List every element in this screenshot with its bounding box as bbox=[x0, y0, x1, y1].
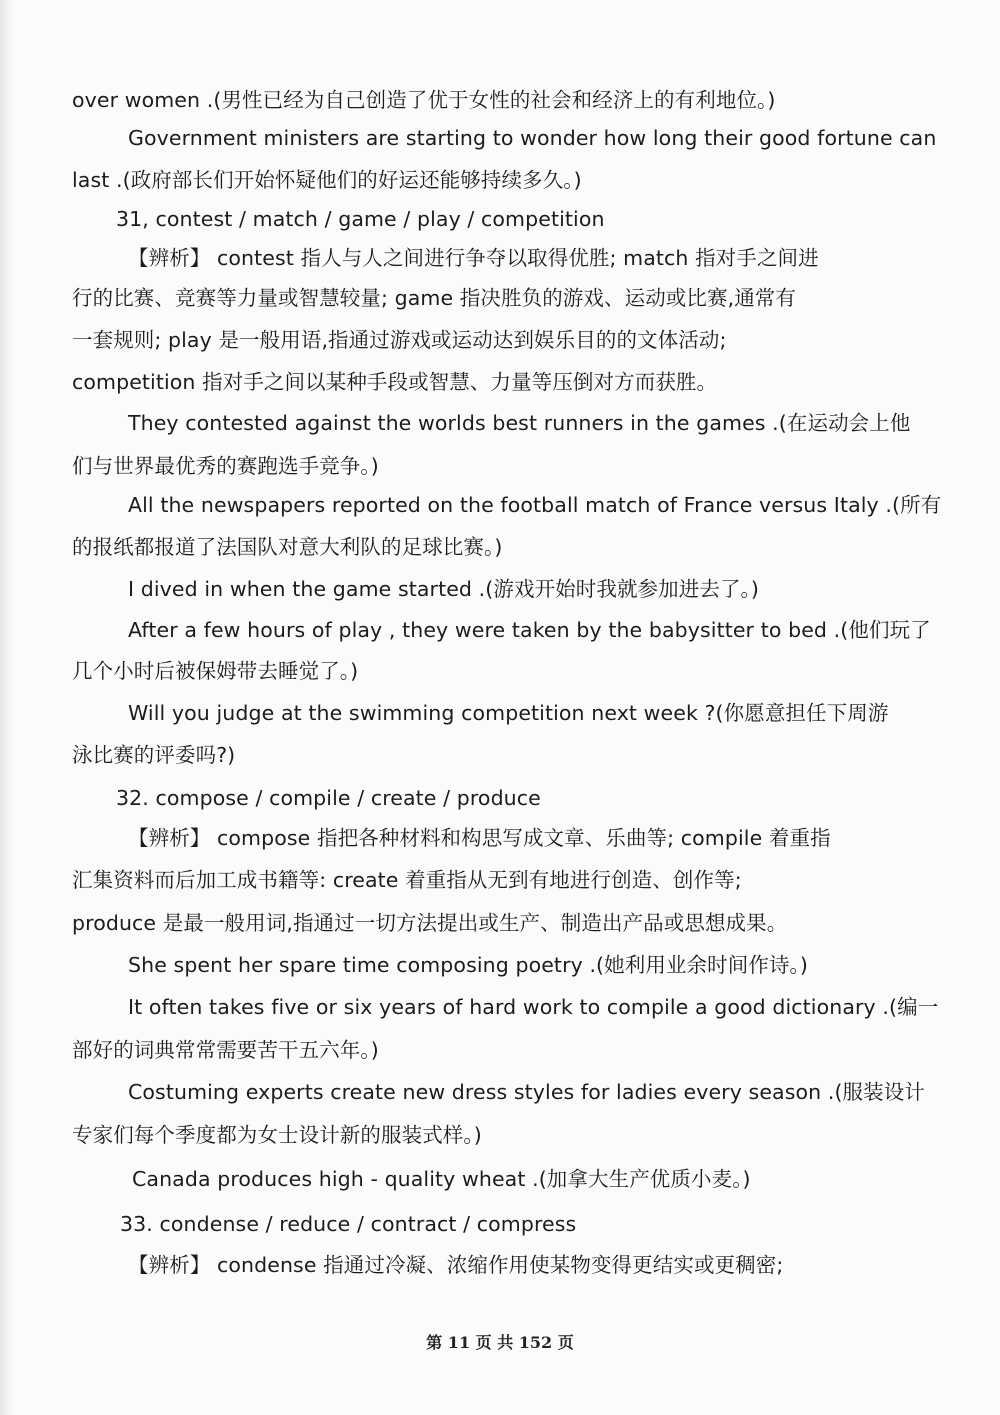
text-line: 专家们每个季度都为女士设计新的服装式样。) bbox=[72, 1123, 482, 1147]
text-line: Government ministers are starting to wonder how long their good fortune can bbox=[128, 126, 937, 150]
text-line: last .(政府部长们开始怀疑他们的好运还能够持续多久。) bbox=[72, 168, 582, 192]
section-heading: 32. compose / compile / create / produce bbox=[116, 786, 541, 810]
text-line: produce 是最一般用词,指通过一切方法提出或生产、制造出产品或思想成果。 bbox=[72, 911, 788, 935]
scan-edge-shadow bbox=[0, 0, 14, 1415]
text-line: All the newspapers reported on the football match of France versus Italy .(所有 bbox=[128, 493, 942, 517]
text-line: 泳比赛的评委吗?) bbox=[72, 743, 236, 767]
section-heading: 31, contest / match / game / play / competition bbox=[116, 207, 605, 231]
text-line: It often takes five or six years of hard work to compile a good dictionary .(编一 bbox=[128, 995, 939, 1019]
text-line: 部好的词典常常需要苦干五六年。) bbox=[72, 1038, 379, 1062]
text-line: 【辨析】 contest 指人与人之间进行争夺以取得优胜; match 指对手之间进 bbox=[128, 246, 819, 270]
text-line: Canada produces high - quality wheat .(加拿大生产优质小麦。) bbox=[132, 1167, 751, 1191]
text-line: 一套规则; play 是一般用语,指通过游戏或运动达到娱乐目的的文体活动; bbox=[72, 328, 727, 352]
text-line: 汇集资料而后加工成书籍等: create 着重指从无到有地进行创造、创作等; bbox=[72, 868, 742, 892]
text-line: 的报纸都报道了法国队对意大利队的足球比赛。) bbox=[72, 535, 503, 559]
section-heading: 33. condense / reduce / contract / compress bbox=[120, 1212, 577, 1236]
text-line: They contested against the worlds best runners in the games .(在运动会上他 bbox=[128, 411, 911, 435]
text-line: 行的比赛、竞赛等力量或智慧较量; game 指决胜负的游戏、运动或比赛,通常有 bbox=[72, 286, 797, 310]
text-line: She spent her spare time composing poetry .(她利用业余时间作诗。) bbox=[128, 953, 809, 977]
text-line: After a few hours of play , they were taken by the babysitter to bed .(他们玩了 bbox=[128, 618, 931, 642]
text-line: Will you judge at the swimming competition next week ?(你愿意担任下周游 bbox=[128, 701, 889, 725]
text-line: 几个小时后被保姆带去睡觉了。) bbox=[72, 659, 359, 683]
text-line: I dived in when the game started .(游戏开始时我就参加进去了。) bbox=[128, 577, 760, 601]
text-line: Costuming experts create new dress styles for ladies every season .(服装设计 bbox=[128, 1080, 925, 1104]
text-line: competition 指对手之间以某种手段或智慧、力量等压倒对方而获胜。 bbox=[72, 370, 718, 394]
text-line: over women .(男性已经为自己创造了优于女性的社会和经济上的有利地位。) bbox=[72, 88, 776, 112]
text-line: 们与世界最优秀的赛跑选手竞争。) bbox=[72, 454, 379, 478]
text-line: 【辨析】 condense 指通过冷凝、浓缩作用使某物变得更结实或更稠密; bbox=[128, 1253, 784, 1277]
text-line: 【辨析】 compose 指把各种材料和构思写成文章、乐曲等; compile 着重指 bbox=[128, 826, 831, 850]
page-footer: 第 11 页 共 152 页 bbox=[426, 1333, 574, 1352]
